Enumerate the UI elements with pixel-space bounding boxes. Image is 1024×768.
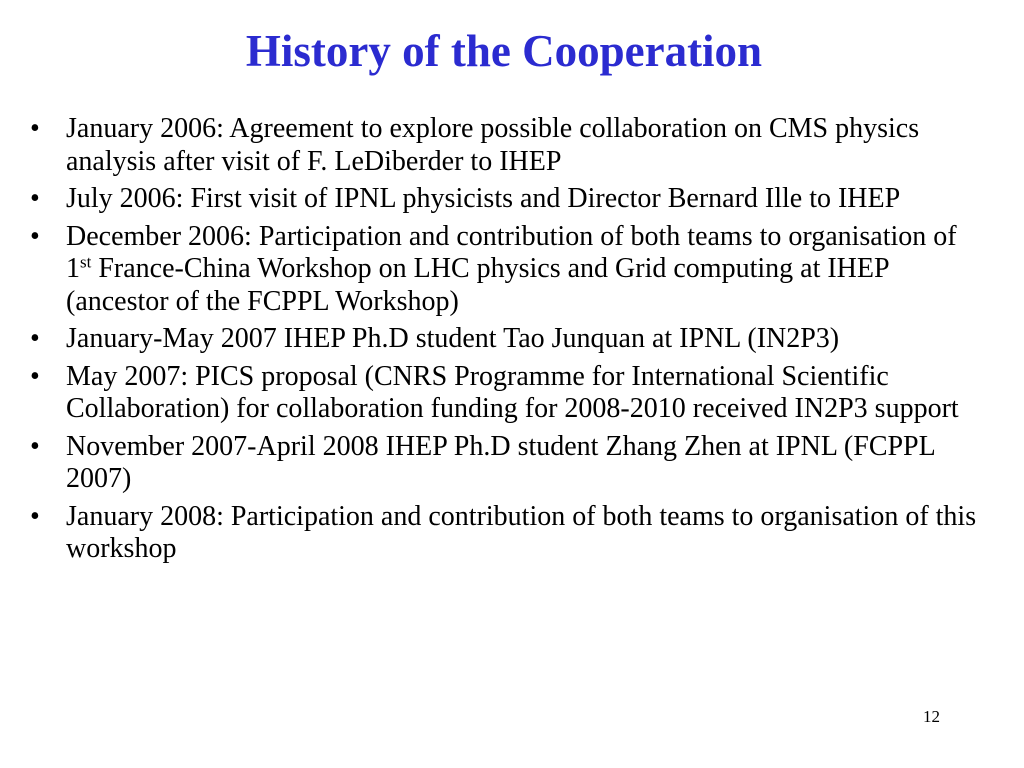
- bullet-item: [30, 361, 980, 426]
- bullet-text: May 2007: PICS proposal (CNRS Programme for International Scientific Collaboration) for collaboration funding for 2008-2010 received IN2P3 support: [66, 360, 959, 424]
- bullet-text: January 2008: Participation and contribution of both teams to organisation of this workshop: [66, 500, 977, 564]
- bullet-text: July 2006: First visit of IPNL physicists and Director Bernard Ille to IHEP: [66, 183, 901, 214]
- bullet-icon: •: [30, 183, 40, 214]
- bullet-icon: •: [30, 360, 40, 392]
- bullet-icon: •: [30, 323, 40, 354]
- slide-title: History of the Cooperation: [245, 26, 763, 76]
- bullet-item: [30, 113, 980, 178]
- bullet-text: January 2006: Agreement to explore possible collaboration on CMS physics analysis after visit of F. LeDiberder to IHEP: [66, 113, 920, 177]
- bullet-item: [30, 501, 980, 566]
- bullet-text-part: December 2006: Participation and contribution of both teams to organisation of 1: [66, 220, 957, 284]
- bullet-icon: •: [30, 500, 40, 532]
- bullet-item: [30, 431, 980, 496]
- bullet-icon: •: [30, 220, 40, 252]
- bullet-text-part: France-China Workshop on LHC physics and Grid computing at IHEP (ancestor of the FCPPL Workshop): [66, 253, 889, 317]
- page-number: 12: [923, 707, 940, 726]
- bullet-icon: •: [30, 430, 40, 462]
- bullet-item: [30, 183, 980, 216]
- bullet-text: November 2007-April 2008 IHEP Ph.D student Zhang Zhen at IPNL (FCPPL 2007): [66, 430, 935, 494]
- bullet-icon: •: [30, 113, 40, 144]
- bullet-text: January-May 2007 IHEP Ph.D student Tao Junquan at IPNL (IN2P3): [66, 323, 840, 354]
- bullet-list: [30, 113, 980, 571]
- bullet-text: [66, 221, 957, 317]
- ordinal-superscript: st: [80, 252, 92, 272]
- bullet-item: [30, 221, 980, 319]
- bullet-item: [30, 323, 980, 356]
